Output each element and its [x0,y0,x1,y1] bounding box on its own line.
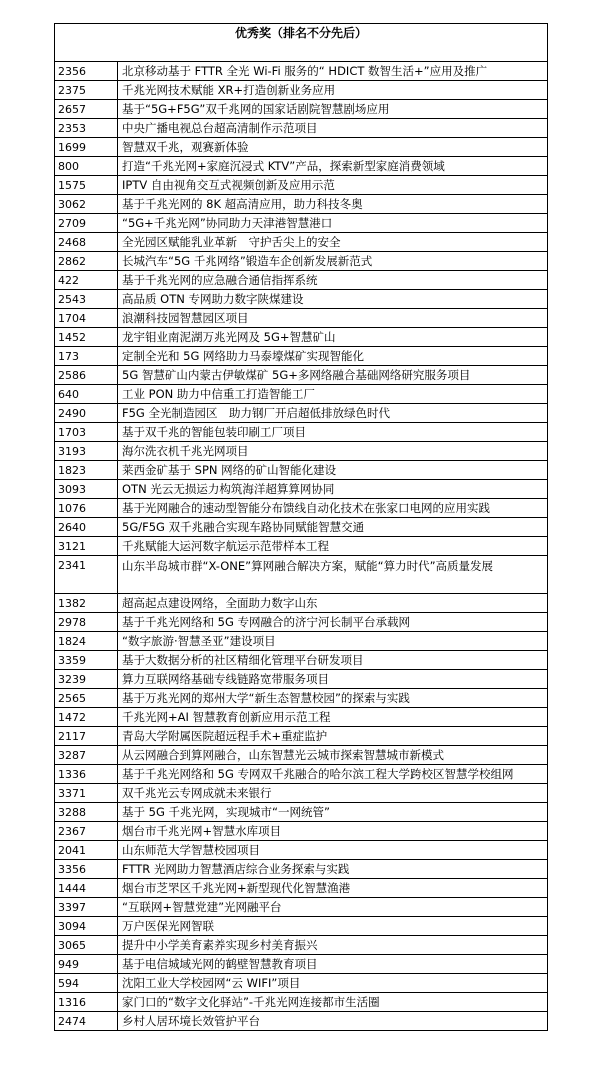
project-id: 3121 [55,537,118,556]
project-id: 3356 [55,860,118,879]
table-row [55,62,548,81]
project-id: 3065 [55,936,118,955]
project-id: 3359 [55,651,118,670]
project-name: OTN 光云无损运力构筑海洋超算算网协同 [118,480,548,499]
project-id: 2341 [55,556,118,594]
project-id: 3062 [55,195,118,214]
table-row [55,708,548,727]
project-id: 3193 [55,442,118,461]
table-row [55,214,548,233]
project-name: 工业 PON 助力中信重工打造智能工厂 [118,385,548,404]
table-row [55,157,548,176]
table-row [55,271,548,290]
project-name: “5G+千兆光网”协同助力天津港智慧港口 [118,214,548,233]
project-id: 1824 [55,632,118,651]
project-id: 2117 [55,727,118,746]
table-row [55,917,548,936]
project-id: 2586 [55,366,118,385]
project-name: 5G/F5G 双千兆融合实现车路协同赋能智慧交通 [118,518,548,537]
project-id: 949 [55,955,118,974]
table-row [55,518,548,537]
project-id: 3371 [55,784,118,803]
table-row [55,955,548,974]
project-name: 长城汽车“5G 千兆网络”锻造车企创新发展新范式 [118,252,548,271]
table-row [55,632,548,651]
table-row [55,442,548,461]
project-id: 1575 [55,176,118,195]
table-row [55,233,548,252]
project-name: 基于 5G 千兆光网，实现城市“一网统管” [118,803,548,822]
project-id: 1823 [55,461,118,480]
table-row [55,613,548,632]
table-row [55,385,548,404]
project-id: 2375 [55,81,118,100]
project-name: 青岛大学附属医院超远程手术+重症监护 [118,727,548,746]
project-id: 3093 [55,480,118,499]
table-row [55,480,548,499]
table-row [55,670,548,689]
award-table [54,23,548,1031]
project-name: 算力互联网络基础专线链路宽带服务项目 [118,670,548,689]
project-name: 超高起点建设网络，全面助力数字山东 [118,594,548,613]
project-name: 北京移动基于 FTTR 全光 Wi-Fi 服务的“ HDICT 数智生活+”应用及推广 [118,62,548,81]
table-row [55,81,548,100]
project-id: 1472 [55,708,118,727]
project-id: 2490 [55,404,118,423]
table-row [55,404,548,423]
project-id: 3094 [55,917,118,936]
project-name: 高品质 OTN 专网助力数字陕煤建设 [118,290,548,309]
project-name: FTTR 光网助力智慧酒店综合业务探索与实践 [118,860,548,879]
project-name: 提升中小学美育素养实现乡村美育振兴 [118,936,548,955]
project-id: 1076 [55,499,118,518]
project-name: 龙宇钼业南泥湖万兆光网及 5G+智慧矿山 [118,328,548,347]
project-name: 基于千兆光网络和 5G 专网融合的济宁河长制平台承载网 [118,613,548,632]
table-row [55,366,548,385]
project-name: 5G 智慧矿山内蒙古伊敏煤矿 5G+多网络融合基础网络研究服务项目 [118,366,548,385]
project-id: 2709 [55,214,118,233]
project-name: 基于光网融合的速动型智能分布馈线自动化技术在张家口电网的应用实践 [118,499,548,518]
project-name: 基于万兆光网的郑州大学“新生态智慧校园”的探索与实践 [118,689,548,708]
project-id: 2356 [55,62,118,81]
project-name: 沈阳工业大学校园网“云 WIFI”项目 [118,974,548,993]
table-row [55,765,548,784]
project-name: 烟台市芝罘区千兆光网+新型现代化智慧渔港 [118,879,548,898]
table-row [55,594,548,613]
table-row [55,347,548,366]
table-row [55,119,548,138]
project-id: 1316 [55,993,118,1012]
project-name: 从云网融合到算网融合，山东智慧光云城市探索智慧城市新模式 [118,746,548,765]
table-row [55,974,548,993]
project-id: 800 [55,157,118,176]
project-name: 山东师范大学智慧校园项目 [118,841,548,860]
project-id: 1336 [55,765,118,784]
project-name: “数字旅游·智慧圣亚”建设项目 [118,632,548,651]
project-id: 2640 [55,518,118,537]
table-row [55,499,548,518]
project-name: 定制全光和 5G 网络助力马泰壕煤矿实现智能化 [118,347,548,366]
project-name: 基于“5G+F5G”双千兆网的国家话剧院智慧剧场应用 [118,100,548,119]
project-name: 莱西金矿基于 SPN 网络的矿山智能化建设 [118,461,548,480]
project-name: 基于大数据分析的社区精细化管理平台研发项目 [118,651,548,670]
table-row [55,537,548,556]
project-id: 2041 [55,841,118,860]
project-name: 烟台市千兆光网+智慧水库项目 [118,822,548,841]
project-name: 千兆赋能大运河数字航运示范带样本工程 [118,537,548,556]
project-name: 中央广播电视总台超高清制作示范项目 [118,119,548,138]
project-name: 山东半岛城市群“X-ONE”算网融合解决方案，赋能“算力时代”高质量发展 [118,556,548,594]
project-id: 594 [55,974,118,993]
table-row [55,841,548,860]
project-id: 1382 [55,594,118,613]
project-name: 乡村人居环境长效管护平台 [118,1012,548,1031]
table-row [55,195,548,214]
project-id: 2367 [55,822,118,841]
project-name: 基于千兆光网络和 5G 专网双千兆融合的哈尔滨工程大学跨校区智慧学校组网 [118,765,548,784]
table-row [55,651,548,670]
project-id: 1452 [55,328,118,347]
project-name: 双千兆光云专网成就未来银行 [118,784,548,803]
project-name: 千兆光网技术赋能 XR+打造创新业务应用 [118,81,548,100]
table-row [55,328,548,347]
project-name: IPTV 自由视角交互式视频创新及应用示范 [118,176,548,195]
project-id: 2978 [55,613,118,632]
table-row [55,556,548,594]
project-name: 千兆光网+AI 智慧教育创新应用示范工程 [118,708,548,727]
project-name: 家门口的“数字文化驿站”-千兆光网连接都市生活圈 [118,993,548,1012]
table-row [55,689,548,708]
project-id: 3288 [55,803,118,822]
project-id: 640 [55,385,118,404]
table-row [55,461,548,480]
table-row [55,290,548,309]
project-id: 2862 [55,252,118,271]
project-id: 3239 [55,670,118,689]
project-name: 智慧双千兆，观赛新体验 [118,138,548,157]
project-id: 2468 [55,233,118,252]
table-row [55,1012,548,1031]
table-row [55,822,548,841]
project-id: 2353 [55,119,118,138]
project-id: 2474 [55,1012,118,1031]
project-name: 全光园区赋能乳业革新 守护舌尖上的安全 [118,233,548,252]
project-name: 基于电信城域光网的鹤壁智慧教育项目 [118,955,548,974]
table-row [55,727,548,746]
project-id: 2657 [55,100,118,119]
table-row [55,936,548,955]
table-title: 优秀奖（排名不分先后） [55,24,548,62]
project-id: 1703 [55,423,118,442]
project-name: “互联网+智慧党建”光网融平台 [118,898,548,917]
project-id: 1444 [55,879,118,898]
table-row [55,784,548,803]
table-row [55,176,548,195]
table-row [55,746,548,765]
table-row [55,252,548,271]
table-row [55,100,548,119]
project-name: 基于双千兆的智能包装印刷工厂项目 [118,423,548,442]
table-row [55,423,548,442]
table-row [55,860,548,879]
project-name: 基于千兆光网的 8K 超高清应用，助力科技冬奥 [118,195,548,214]
project-id: 2565 [55,689,118,708]
project-id: 2543 [55,290,118,309]
table-row [55,138,548,157]
table-title-row [55,24,548,62]
project-id: 1699 [55,138,118,157]
table-row [55,898,548,917]
project-name: F5G 全光制造园区 助力钢厂开启超低排放绿色时代 [118,404,548,423]
table-row [55,993,548,1012]
project-name: 基于千兆光网的应急融合通信指挥系统 [118,271,548,290]
project-id: 3397 [55,898,118,917]
project-id: 422 [55,271,118,290]
project-id: 1704 [55,309,118,328]
project-name: 打造“千兆光网+家庭沉浸式 KTV”产品，探索新型家庭消费领域 [118,157,548,176]
project-name: 浪潮科技园智慧园区项目 [118,309,548,328]
project-id: 173 [55,347,118,366]
project-id: 3287 [55,746,118,765]
table-row [55,803,548,822]
project-name: 海尔洗衣机千兆光网项目 [118,442,548,461]
table-row [55,309,548,328]
table-row [55,879,548,898]
project-name: 万户医保光网智联 [118,917,548,936]
